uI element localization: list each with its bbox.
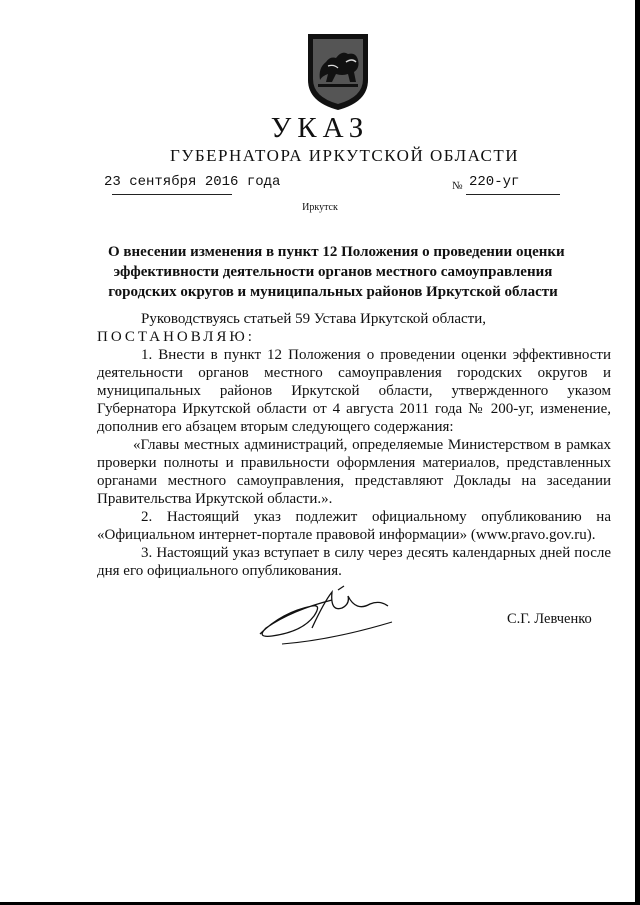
heading-line: эффективности деятельности органов местного самоуправления <box>113 264 553 280</box>
document-body <box>97 310 611 580</box>
document-title: УКАЗ <box>270 112 370 144</box>
signer-name: С.Г. Левченко <box>507 611 592 627</box>
date-underline <box>112 194 232 195</box>
intro-paragraph: Руководствуясь статьей 59 Устава Иркутской области, <box>141 311 487 327</box>
heading-line: О внесении изменения в пункт 12 Положения о проведении оценки <box>108 244 565 260</box>
item-2-paragraph: 2. Настоящий указ подлежит официальному опубликованию на «Официальном интернет-портале правовой информации» (www.pravo.gov.ru). <box>97 509 611 543</box>
number-underline <box>466 194 560 195</box>
heading-line: городских округов и муниципальных районов Иркутской области <box>108 284 558 300</box>
item-1-paragraph: 1. Внести в пункт 12 Положения о проведении оценки эффективности деятельности органов местного самоуправления городских округов и муниципальных районов Иркутской области, утвержденного указом Губернатора Иркутской области от 4 августа 2011 года № 200-уг, изменение, дополнив его абзацем вторым следующего содержания: <box>97 347 611 435</box>
coat-of-arms-icon <box>302 28 374 112</box>
item-3-paragraph: 3. Настоящий указ вступает в силу через десять календарных дней после дня его официального опубликования. <box>97 545 611 579</box>
document-heading <box>108 242 565 302</box>
document-date: 23 сентября 2016 года <box>104 174 281 190</box>
document-city: Иркутск <box>302 202 338 213</box>
decree-word: ПОСТАНОВЛЯЮ: <box>97 329 255 345</box>
quote-paragraph: «Главы местных администраций, определяемые Министерством в рамках проверки полноты и правильности оформления материалов, представленных органами местного самоуправления, представляют Доклады на заседании Правительства Иркутской области.». <box>97 437 611 507</box>
document-number: 220-уг <box>469 174 520 190</box>
document-subtitle: ГУБЕРНАТОРА ИРКУТСКОЙ ОБЛАСТИ <box>170 146 520 165</box>
handwritten-signature <box>252 582 402 652</box>
number-sign: № <box>452 180 463 192</box>
